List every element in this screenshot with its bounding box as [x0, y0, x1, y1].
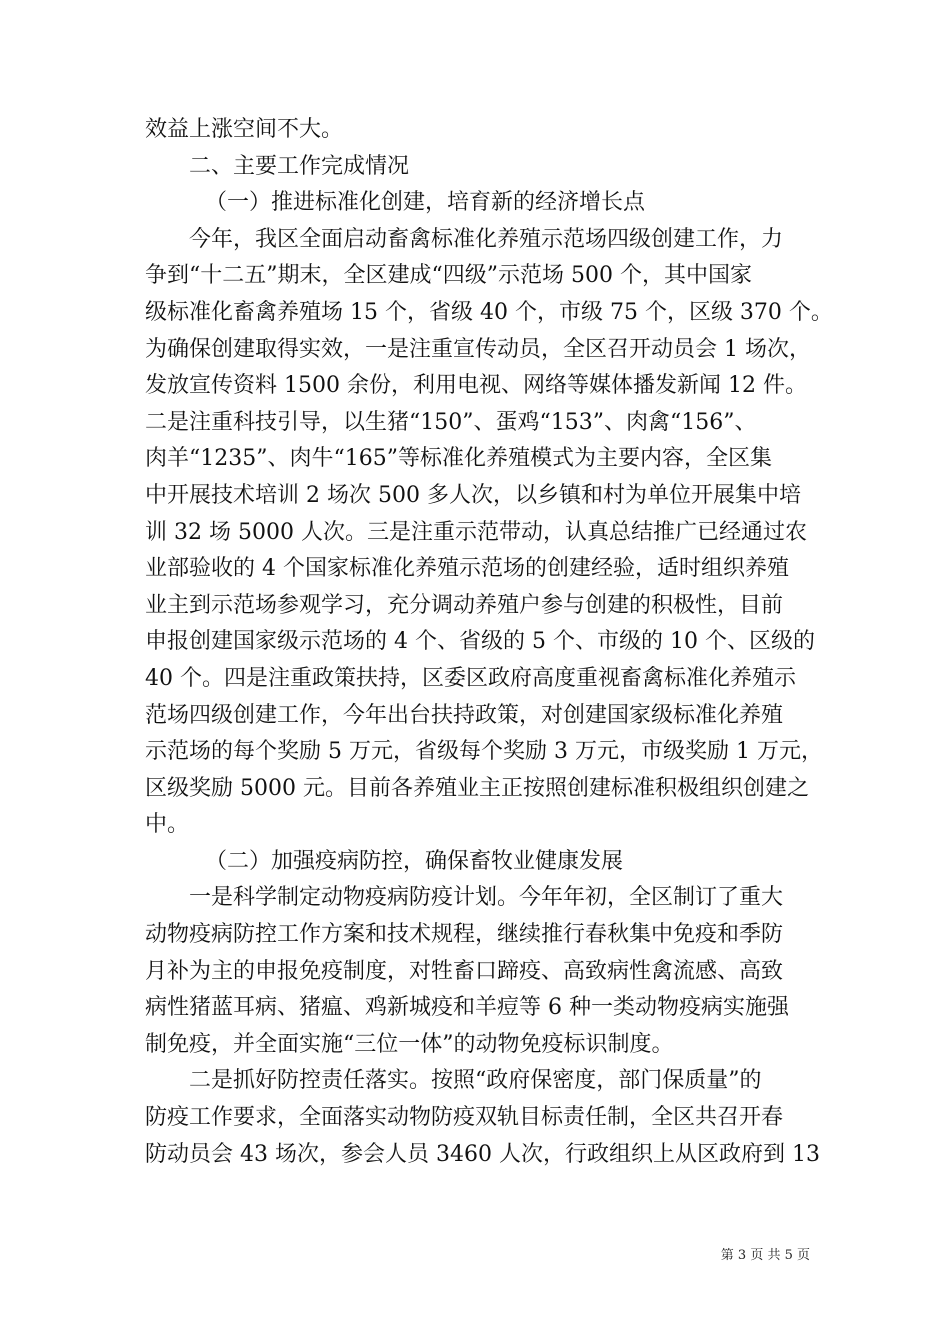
- paragraph-line: 业主到示范场参观学习，充分调动养殖户参与创建的积极性，目前: [145, 592, 784, 618]
- paragraph-line: 效益上涨空间不大。: [145, 117, 344, 142]
- paragraph-line: 区级奖励 5000 元。目前各养殖业主正按照创建标准积极组织创建之: [145, 775, 809, 801]
- paragraph-line: 中。: [145, 812, 190, 838]
- paragraph-line: 二是抓好防控责任落实。按照“政府保密度，部门保质量”的: [189, 1068, 762, 1094]
- paragraph-line: 中开展技术培训 2 场次 500 多人次，以乡镇和村为单位开展集中培: [145, 482, 801, 508]
- paragraph-line: 今年，我区全面启动畜禽标准化养殖示范场四级创建工作，力: [189, 226, 784, 252]
- subsection-heading: （二）加强疫病防控，确保畜牧业健康发展: [205, 848, 624, 874]
- paragraph-line: 动物疫病防控工作方案和技术规程，继续推行春秋集中免疫和季防: [145, 922, 784, 948]
- paragraph-line: 制免疫，并全面实施“三位一体”的动物免疫标识制度。: [145, 1031, 674, 1057]
- paragraph-line: 发放宣传资料 1500 余份，利用电视、网络等媒体播发新闻 12 件。: [145, 373, 807, 399]
- paragraph-line: 40 个。四是注重政策扶持，区委区政府高度重视畜禽标准化养殖示: [145, 665, 796, 691]
- paragraph-line: 级标准化畜禽养殖场 15 个，省级 40 个，市级 75 个，区级 370 个。: [145, 299, 833, 325]
- subsection-heading: （一）推进标准化创建，培育新的经济增长点: [205, 190, 646, 216]
- paragraph-line: 业部验收的 4 个国家标准化养殖示范场的创建经验，适时组织养殖: [145, 556, 789, 582]
- paragraph-line: 为确保创建取得实效，一是注重宣传动员，全区召开动员会 1 场次，: [145, 336, 811, 362]
- paragraph-line: 范场四级创建工作，今年出台扶持政策，对创建国家级标准化养殖: [145, 702, 784, 728]
- paragraph-line: 争到“十二五”期末，全区建成“四级”示范场 500 个，其中国家: [145, 263, 752, 289]
- paragraph-line: 二是注重科技引导，以生猪“150”、蛋鸡“153”、肉禽“156”、: [145, 409, 757, 435]
- paragraph-line: 训 32 场 5000 人次。三是注重示范带动，认真总结推广已经通过农: [145, 519, 807, 545]
- paragraph-line: 月补为主的申报免疫制度，对牲畜口蹄疫、高致病性禽流感、高致: [145, 958, 784, 984]
- page-number-footer: 第 3 页 共 5 页: [720, 1248, 810, 1263]
- paragraph-line: 示范场的每个奖励 5 万元，省级每个奖励 3 万元，市级奖励 1 万元，: [145, 739, 823, 765]
- section-heading: 二、主要工作完成情况: [189, 153, 410, 179]
- paragraph-line: 一是科学制定动物疫病防疫计划。今年年初，全区制订了重大: [189, 885, 784, 911]
- paragraph-line: 申报创建国家级示范场的 4 个、省级的 5 个、市级的 10 个、区级的: [145, 629, 815, 655]
- paragraph-line: 防动员会 43 场次，参会人员 3460 人次，行政组织上从区政府到 13: [145, 1141, 820, 1167]
- paragraph-line: 肉羊“1235”、肉牛“165”等标准化养殖模式为主要内容，全区集: [145, 446, 772, 472]
- paragraph-line: 病性猪蓝耳病、猪瘟、鸡新城疫和羊痘等 6 种一类动物疫病实施强: [145, 995, 789, 1021]
- paragraph-line: 防疫工作要求，全面落实动物防疫双轨目标责任制，全区共召开春: [145, 1105, 784, 1131]
- document-body: [145, 112, 833, 1173]
